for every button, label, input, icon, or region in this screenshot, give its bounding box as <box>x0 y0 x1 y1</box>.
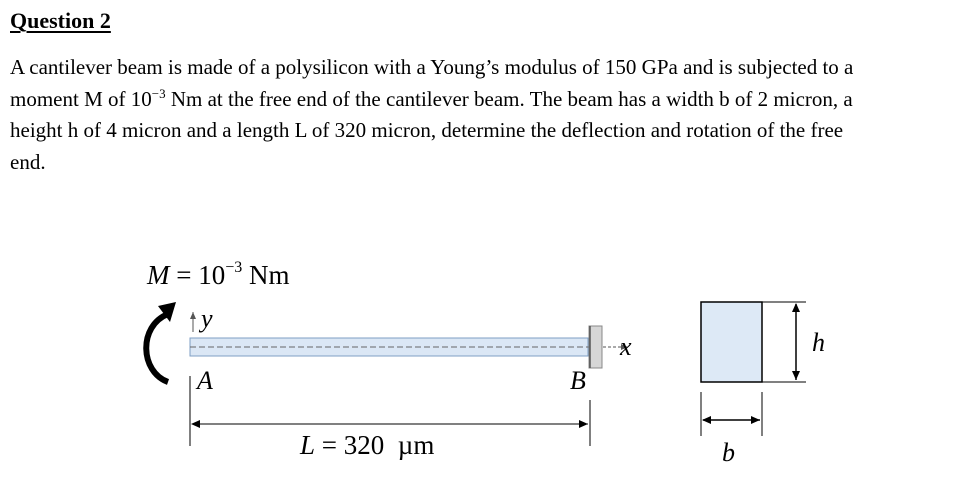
question-line-3: height h of 4 micron and a length L of 320 micron, determine the deflection and rotation of the free <box>10 118 844 142</box>
fixed-support <box>589 326 602 368</box>
x-axis-label: x <box>620 332 632 361</box>
question-line-2: moment M of $10^{-3}$ Nm at the free end of the cantilever beam. The beam has a width b of 2 micron, a <box>10 85 853 111</box>
question-heading: Question 2 <box>10 8 111 33</box>
question-line-4: end. <box>10 149 46 174</box>
length-label: L = 320 µm <box>300 430 435 460</box>
moment-label: $M = 10^{-3}$ Nm <box>147 259 290 290</box>
height-label: h <box>812 328 825 357</box>
moment-arrow-icon <box>146 314 168 382</box>
question-line-1: A cantilever beam is made of a polysilicon with a Young’s modulus of 150 GPa and is subjected to a <box>10 55 854 79</box>
point-a-label: A <box>197 366 213 395</box>
width-label: b <box>722 438 735 467</box>
cross-section <box>701 302 762 382</box>
point-b-label: B <box>570 366 586 395</box>
y-axis-label: y <box>201 304 213 333</box>
